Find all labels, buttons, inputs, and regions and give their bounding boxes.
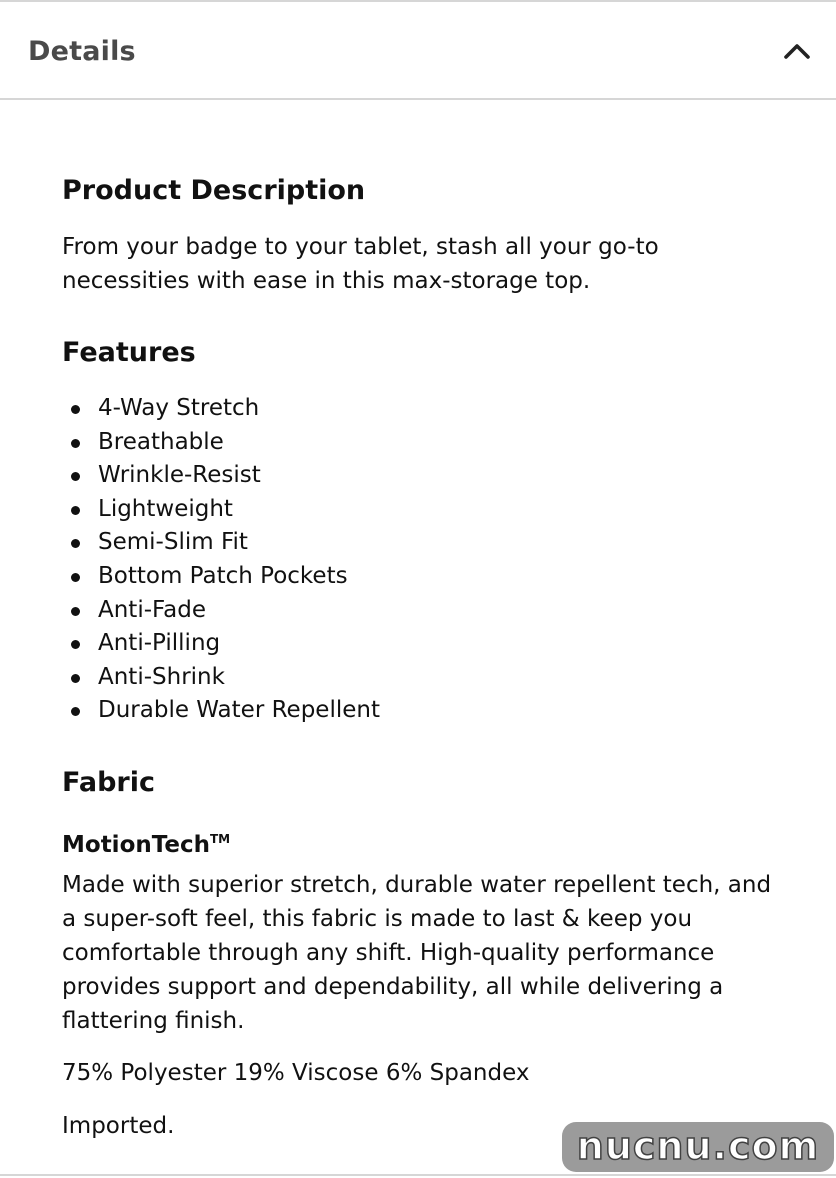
- feature-label: Lightweight: [98, 495, 233, 522]
- fabric-name-text: MotionTech: [62, 832, 210, 858]
- trademark-symbol: TM: [209, 832, 231, 846]
- feature-label: Semi-Slim Fit: [98, 529, 248, 556]
- feature-label: Anti-Pilling: [98, 630, 221, 657]
- product-description-text: From your badge to your tablet, stash all your go-to necessities with ease in this max-storage top.: [62, 234, 659, 294]
- watermark-text: nucnu.com: [576, 1124, 820, 1168]
- feature-item: [62, 526, 380, 560]
- fabric-name: [62, 822, 230, 862]
- bullet-icon: [71, 674, 80, 683]
- watermark: [562, 1122, 834, 1172]
- features-list: [62, 392, 380, 728]
- feature-label: Wrinkle-Resist: [98, 462, 261, 489]
- feature-label: Anti-Fade: [98, 596, 206, 623]
- bullet-icon: [71, 405, 80, 414]
- feature-item: [62, 694, 380, 728]
- feature-label: Anti-Shrink: [98, 663, 225, 690]
- feature-item: [62, 392, 380, 426]
- details-accordion-header[interactable]: [0, 2, 836, 100]
- chevron-up-icon[interactable]: [780, 34, 814, 68]
- feature-item: [62, 560, 380, 594]
- bullet-icon: [71, 640, 80, 649]
- bullet-icon: [71, 607, 80, 616]
- bullet-icon: [71, 539, 80, 548]
- fabric-description: Made with superior stretch, durable water repellent tech, and a super-soft feel, this fabric is made to last & keep you comfortable through any shift. High-quality performance provides support and dependability, all while delivering a flattering finish.: [62, 872, 772, 1034]
- bullet-icon: [71, 707, 80, 716]
- feature-item: [62, 627, 380, 661]
- feature-label: 4-Way Stretch: [98, 395, 260, 421]
- feature-label: Breathable: [98, 428, 224, 455]
- bullet-icon: [71, 439, 80, 448]
- feature-item: [62, 459, 380, 493]
- fabric-origin: Imported.: [62, 1113, 175, 1139]
- feature-item: [62, 493, 380, 527]
- feature-item: [62, 594, 380, 628]
- product-description-heading: Product Description: [62, 175, 366, 206]
- fabric-composition: 75% Polyester 19% Viscose 6% Spandex: [62, 1060, 530, 1086]
- feature-item: [62, 661, 380, 695]
- accordion-title: Details: [28, 36, 136, 67]
- fabric-heading: Fabric: [62, 767, 155, 798]
- feature-item: [62, 426, 380, 460]
- bottom-divider: [0, 1174, 836, 1176]
- features-heading: Features: [62, 337, 196, 368]
- feature-label: Durable Water Repellent: [98, 697, 380, 724]
- feature-label: Bottom Patch Pockets: [98, 562, 348, 589]
- bullet-icon: [71, 472, 80, 481]
- bullet-icon: [71, 573, 80, 582]
- bullet-icon: [71, 506, 80, 515]
